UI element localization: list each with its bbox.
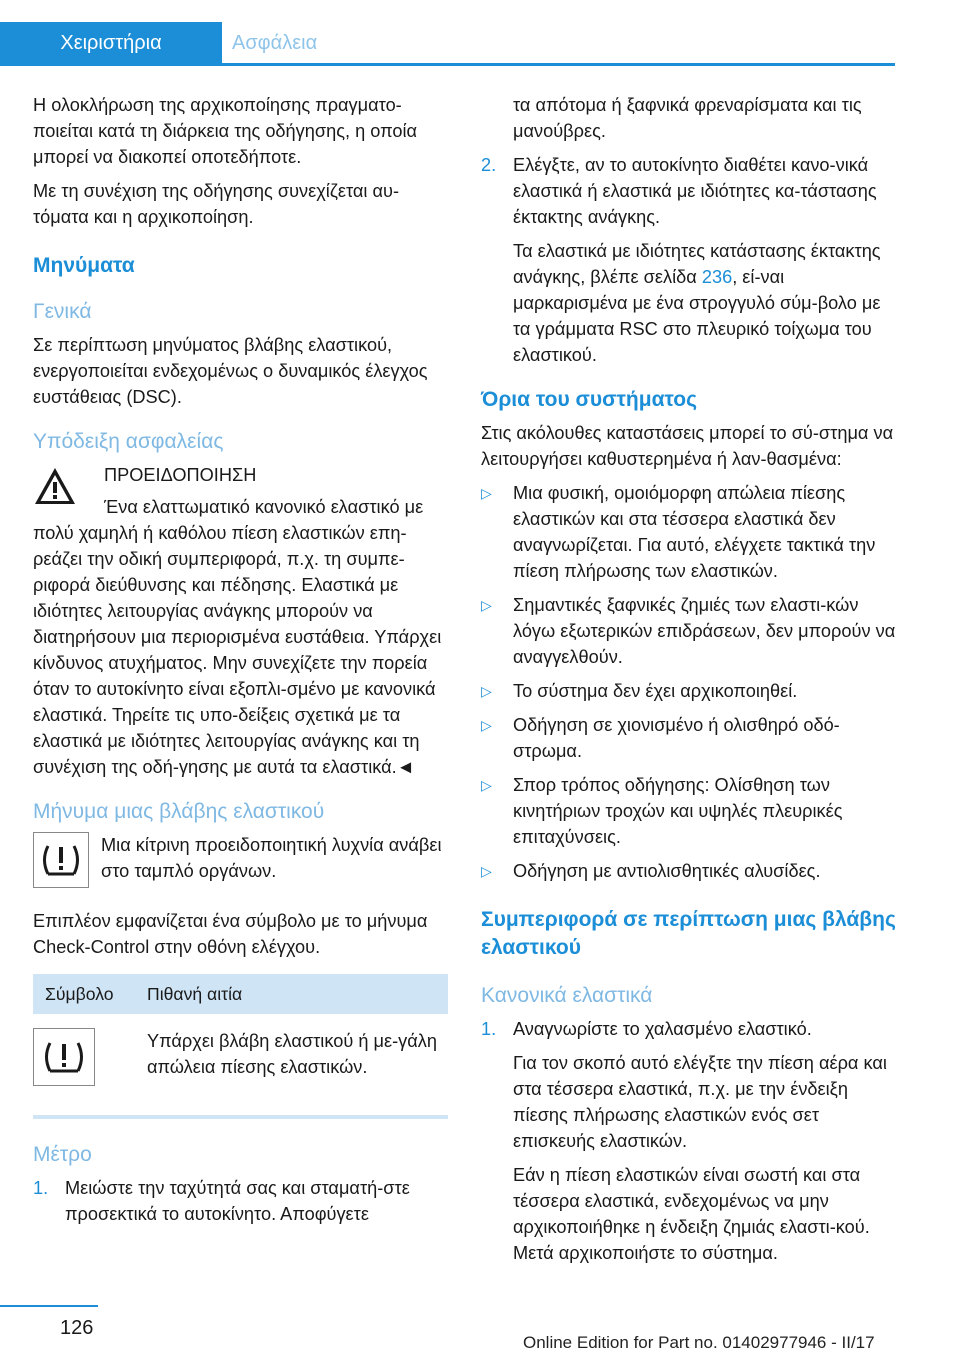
- list-number: 1.: [481, 1019, 497, 1039]
- list-item-subtext: Τα ελαστικά με ιδιότητες κατάστασης έκτακτης ανάγκης, βλέπε σελίδα 236, εί-ναι μαρκαρισμένα με ένα στρογγυλό σύμ-βολο με τα γράμματα RSC στο πλευρικό τοίχωμα του ελαστικού.: [513, 241, 881, 365]
- tab-safety[interactable]: Ασφάλεια: [232, 31, 318, 54]
- list-item-text: Μειώστε την ταχύτητά σας και σταματή-στε προσεκτικά το αυτοκίνητο. Αποφύγετε: [65, 1178, 410, 1224]
- bullet-triangle-icon: ▷: [481, 863, 492, 879]
- table-row: [33, 1014, 448, 1093]
- normal-tires-list: [481, 1016, 897, 1266]
- bullet-triangle-icon: ▷: [481, 717, 492, 733]
- list-number: 2.: [481, 155, 497, 175]
- list-item: [481, 712, 897, 764]
- list-item-text: τα απότομα ή ξαφνικά φρεναρίσματα και τις μανούβρες.: [513, 95, 862, 141]
- bullet-triangle-icon: ▷: [481, 683, 492, 699]
- general-text: Σε περίπτωση μηνύματος βλάβης ελαστικού, ενεργοποιείται ενδεχομένως ο δυναμικός έλεγχος ευστάθειας (DSC).: [33, 335, 428, 407]
- table-header-cause: Πιθανή αιτία: [135, 974, 448, 1014]
- bullet-triangle-icon: ▷: [481, 485, 492, 501]
- bullet-triangle-icon: ▷: [481, 777, 492, 793]
- warning-triangle-icon: [33, 466, 77, 508]
- list-item-text: Σημαντικές ξαφνικές ζημιές των ελαστι-κών λόγω εξωτερικών επιδράσεων, δεν μπορούν να αναγγελθούν.: [513, 595, 896, 667]
- list-item-text: Αναγνωρίστε το χαλασμένο ελαστικό.: [513, 1019, 812, 1039]
- intro-paragraph-2: Με τη συνέχιση της οδήγησης συνεχίζεται αυ-τόματα και η αρχικοποίηση.: [33, 181, 399, 227]
- list-item: [481, 678, 897, 704]
- table-cell-symbol: [33, 1014, 135, 1093]
- tire-pressure-symbol-icon: [33, 1028, 95, 1086]
- list-item-text: Ελέγξτε, αν το αυτοκίνητο διαθέτει κανο-νικά ελαστικά ή ελαστικά με ιδιότητες κα-τάστασης έκτακτης ανάγκης.: [513, 155, 877, 227]
- list-item: [481, 592, 897, 670]
- list-item-text: Το σύστημα δεν έχει αρχικοποιηθεί.: [513, 681, 798, 701]
- tire-pressure-warning-icon: [33, 832, 89, 888]
- warning-text: Ένα ελαττωματικό κανονικό ελαστικό με πολύ χαμηλή ή καθόλου πίεση ελαστικών επη-ρεάζει την οδική συμπεριφορά, π.χ. τη συμπε-ριφορά διεύθυνσης και πέδησης. Ελαστικά με ιδιότητες λειτουργίας ανάγκης μπορούν να διατηρήσουν μια περιορισμένα ευστάθεια. Υπάρχει κίνδυνος ατυχήματος. Μην συνεχίζετε την πορεία όταν το αυτοκίνητο είναι εξοπλι-σμένο με κανονικά ελαστικά. Τηρείτε τις υπο-δείξεις σχετικά με τα ελαστικά με ιδιότητες λειτουργίας ανάγκης και τη συνέχιση της οδή-γησης με αυτά τα ελαστικά.◄: [33, 497, 442, 777]
- limits-intro: Στις ακόλουθες καταστάσεις μπορεί το σύ-στημα να λειτουργήσει καθυστερημένα ή λαν-θασμένα:: [481, 423, 894, 469]
- list-item: [481, 480, 897, 584]
- warning-block: [33, 462, 448, 488]
- heading-tire-message: Μήνυμα μιας βλάβης ελαστικού: [33, 800, 325, 823]
- bullet-triangle-icon: ▷: [481, 597, 492, 613]
- measures-list: [33, 1175, 448, 1227]
- list-item: [481, 1016, 897, 1266]
- list-item: [481, 152, 897, 368]
- heading-safety-note: Υπόδειξη ασφαλείας: [33, 430, 224, 453]
- heading-system-limits: Όρια του συστήματος: [481, 388, 698, 411]
- warning-title: ΠΡΟΕΙΔΟΠΟΙΗΣΗ: [104, 465, 257, 485]
- list-item-subtext: Εάν η πίεση ελαστικών είναι σωστή και στα τέσσερα ελαστικά, ενδεχομένως να μην αρχικοποιήθηκε η ένδειξη ζημιάς ελαστι-κού. Μετά αρχικοποιήστε το σύστημα.: [513, 1165, 870, 1263]
- table-cell-cause: Υπάρχει βλάβη ελαστικού ή με-γάλη απώλεια πίεσης ελαστικών.: [147, 1031, 437, 1077]
- page-number-rule: [0, 1305, 98, 1307]
- measures-list-continued: [481, 92, 897, 368]
- page-link[interactable]: 236: [701, 267, 733, 287]
- heading-normal-tires: Κανονικά ελαστικά: [481, 984, 653, 1007]
- list-item-text: Μια φυσική, ομοιόμορφη απώλεια πίεσης ελαστικών και στα τέσσερα ελαστικά δεν αναγνωρίζεται. Για αυτό, ελέγχετε τακτικά την πίεση πλήρωσης των ελαστικών.: [513, 483, 876, 581]
- heading-measures: Μέτρο: [33, 1143, 92, 1166]
- intro-paragraph-1: Η ολοκλήρωση της αρχικοποίησης πραγματο-ποιείται κατά τη διάρκεια της οδήγησης, η οποία μπορεί να διακοπεί οποτεδήποτε.: [33, 95, 418, 167]
- list-item-subtext: Για τον σκοπό αυτό ελέγξτε την πίεση αέρα και στα τέσσερα ελαστικά, π.χ. με την ένδειξη πίεσης πλήρωσης ελαστικών ενός σετ επισκευής ελαστικών.: [513, 1053, 887, 1151]
- list-item: [481, 772, 897, 850]
- list-item: [481, 92, 897, 144]
- symbol-table: [33, 974, 448, 1093]
- limits-list: [481, 480, 897, 884]
- heading-messages: Μηνύματα: [33, 254, 135, 277]
- right-column: [481, 92, 897, 1274]
- table-bottom-rule: [33, 1115, 448, 1119]
- header-bar: [0, 0, 960, 66]
- edition-footer: Online Edition for Part no. 01402977946 - II/17: [523, 1333, 875, 1352]
- left-column: [33, 92, 448, 1235]
- heading-behavior: Συμπεριφορά σε περίπτωση μιας βλάβης ελαστικού: [481, 908, 896, 959]
- list-number: 1.: [33, 1178, 49, 1198]
- list-item: [481, 858, 897, 884]
- page-number: 126: [60, 1317, 94, 1339]
- list-item-text: Οδήγηση σε χιονισμένο ή ολισθηρό οδό-στρωμα.: [513, 715, 840, 761]
- lamp-text: Μια κίτρινη προειδοποιητική λυχνία ανάβει στο ταμπλό οργάνων.: [101, 835, 442, 881]
- list-item-text: Σπορ τρόπος οδήγησης: Ολίσθηση των κινητήριων τροχών και υψηλές πλευρικές επιταχύνσεις.: [513, 775, 843, 847]
- indicator-lamp-row: [33, 832, 448, 894]
- list-item: [33, 1175, 448, 1227]
- check-control-text: Επιπλέον εμφανίζεται ένα σύμβολο με το μήνυμα Check-Control στην οθόνη ελέγχου.: [33, 911, 428, 957]
- tab-controls[interactable]: Χειριστήρια: [0, 22, 222, 64]
- table-header-symbol: Σύμβολο: [33, 974, 135, 1014]
- heading-general: Γενικά: [33, 300, 92, 323]
- header-rule: [0, 63, 895, 66]
- list-item-text: Οδήγηση με αντιολισθητικές αλυσίδες.: [513, 861, 821, 881]
